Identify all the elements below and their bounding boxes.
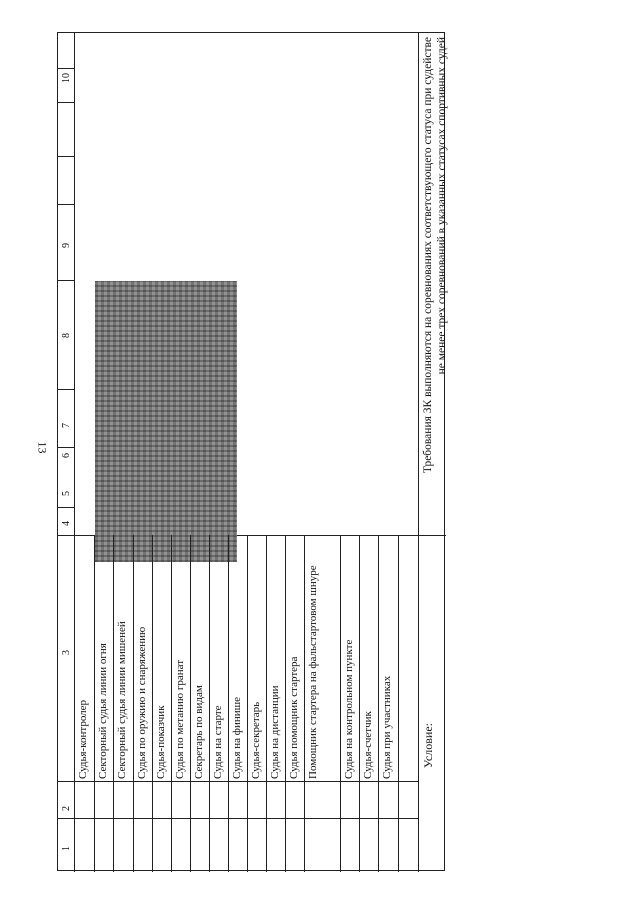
- table-row-label: Помощник стартера на фальстартовом шнуре: [307, 565, 319, 779]
- table-row-label: Судья на старте: [212, 705, 224, 779]
- table-row-label: Судья помощник стартера: [288, 656, 300, 779]
- table-row-label: Судья-секретарь: [250, 701, 262, 779]
- column-header-2: 2: [61, 806, 72, 811]
- column-header-8: 8: [61, 333, 72, 338]
- rotated-table: [57, 32, 448, 871]
- column-header-9: 9: [61, 243, 72, 248]
- table-row-label: Судья на финише: [231, 697, 243, 779]
- redacted-area: [95, 281, 237, 562]
- condition-text-1: Требования ЗК выполняются на соревнованиях соответствующего статуса при судействе: [422, 37, 434, 474]
- table-row-label: Судья-контролер: [77, 699, 89, 779]
- column-header-1: 1: [61, 846, 72, 851]
- column-header-6: 6: [61, 453, 72, 458]
- table-row-label: Судья при участниках: [381, 675, 393, 779]
- column-header-7: 7: [61, 423, 72, 428]
- column-header-3: 3: [61, 650, 72, 655]
- page-number: 13: [35, 441, 50, 454]
- column-header-10: 10: [61, 73, 72, 83]
- table-row-label: Судья-показчик: [155, 705, 167, 779]
- table-row-label: Секторный судья линии мишеней: [116, 621, 128, 779]
- table-row-label: Секторный судья линии огня: [97, 643, 109, 779]
- table-row-label: Судья по метанию гранат: [174, 659, 186, 779]
- column-header-4: 4: [61, 521, 72, 526]
- table-row-label: Секретарь по видам: [193, 685, 205, 779]
- column-header-5: 5: [61, 491, 72, 496]
- condition-label: Условие:: [421, 723, 435, 769]
- table-row-label: Судья по оружию и снаряжению: [136, 626, 148, 779]
- table-row-label: Судья-счетчик: [362, 711, 374, 779]
- table-row-label: Судья на дистанции: [269, 685, 281, 779]
- condition-text-2: не менее трех соревнований в указанных статусах спортивных судей: [436, 37, 448, 375]
- table-row-label: Судья на контрольном пункте: [343, 639, 355, 779]
